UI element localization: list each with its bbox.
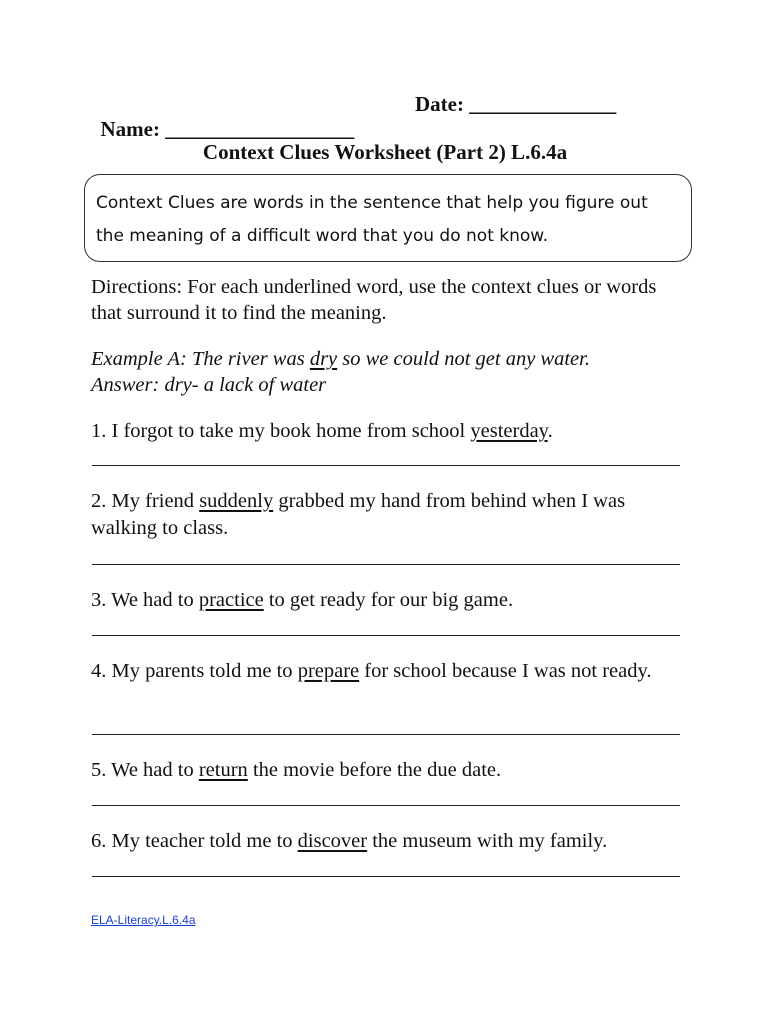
- name-label: Name: __________________: [100, 117, 355, 141]
- question-2: 2. My friend suddenly grabbed my hand from behind when I was walking to class.: [91, 490, 626, 539]
- underlined-word: yesterday: [470, 420, 548, 442]
- answer-line-3[interactable]: [92, 635, 680, 636]
- question-6: 6. My teacher told me to discover the museum with my family.: [91, 830, 608, 852]
- example-block: [91, 346, 691, 398]
- answer-line-1[interactable]: [92, 465, 680, 466]
- underlined-word: return: [198, 759, 248, 781]
- question-1: 1. I forgot to take my book home from school yesterday.: [91, 420, 553, 442]
- example-underlined-word: dry: [309, 348, 338, 370]
- example-sentence: Example A: The river was dry so we could not get any water.: [91, 348, 590, 370]
- definition-text: Context Clues are words in the sentence that help you figure out the meaning of a difficult word that you do not know.: [96, 193, 648, 246]
- standard-link[interactable]: ELA-Literacy.L.6.4a: [91, 913, 196, 927]
- directions-text: Directions: For each underlined word, use the context clues or words that surround it to find the meaning.: [91, 276, 657, 324]
- underlined-word: practice: [198, 589, 264, 611]
- answer-line-2[interactable]: [92, 564, 680, 565]
- underlined-word: suddenly: [199, 490, 274, 512]
- question-4: 4. My parents told me to prepare for school because I was not ready.: [91, 660, 652, 682]
- answer-line-4[interactable]: [92, 734, 680, 735]
- date-label: Date: ______________: [415, 92, 617, 116]
- underlined-word: discover: [297, 830, 368, 852]
- underlined-word: prepare: [297, 660, 360, 682]
- question-3: 3. We had to practice to get ready for our big game.: [91, 589, 514, 611]
- example-answer: Answer: dry- a lack of water: [91, 374, 327, 396]
- definition-box: [84, 174, 692, 262]
- worksheet-title: Context Clues Worksheet (Part 2) L.6.4a: [202, 140, 568, 164]
- question-5: 5. We had to return the movie before the due date.: [91, 759, 502, 781]
- answer-line-5[interactable]: [92, 805, 680, 806]
- answer-line-6[interactable]: [92, 876, 680, 877]
